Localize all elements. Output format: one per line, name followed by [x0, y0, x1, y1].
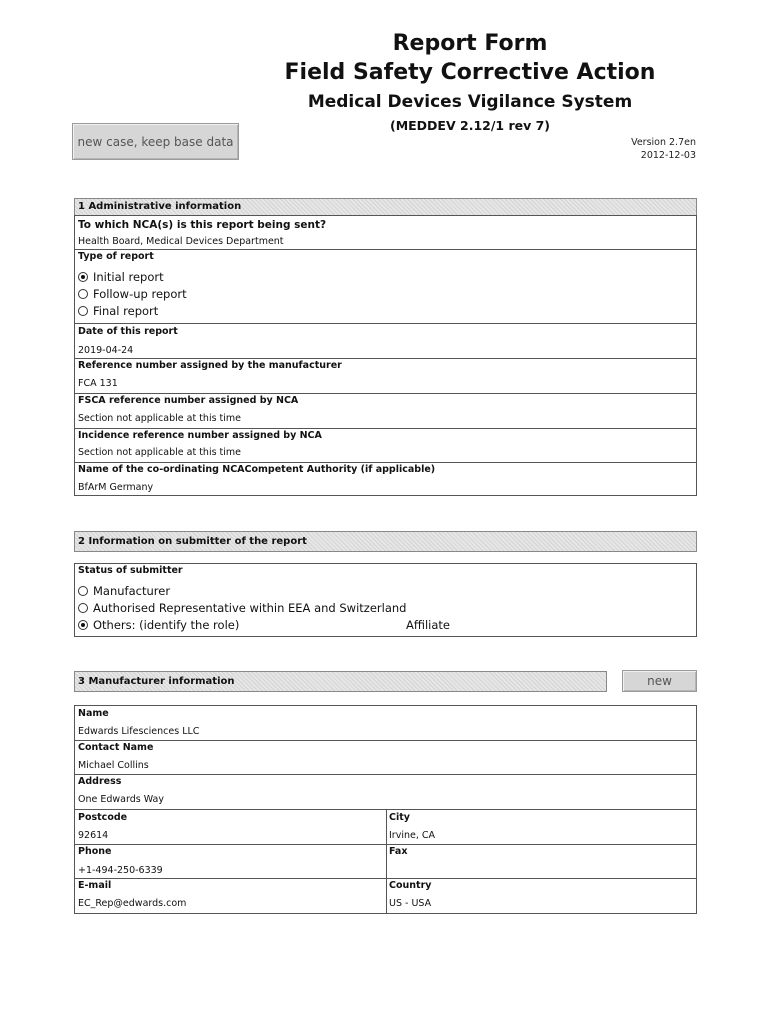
- address-label: Address: [78, 776, 122, 787]
- section-2-box: [74, 563, 697, 637]
- radio-authorised-rep[interactable]: [78, 601, 406, 615]
- city-value[interactable]: Irvine, CA: [389, 830, 436, 841]
- radio-others[interactable]: [78, 618, 239, 632]
- phone-fax-row: [75, 845, 696, 879]
- column-divider: [386, 810, 387, 844]
- contact-row: [75, 741, 696, 775]
- ref-row: [75, 359, 696, 394]
- radio-label: Initial report: [93, 270, 164, 284]
- radio-manufacturer[interactable]: [78, 584, 170, 598]
- date-row: [75, 324, 696, 359]
- address-value[interactable]: One Edwards Way: [78, 794, 164, 805]
- email-value[interactable]: EC_Rep@edwards.com: [78, 898, 187, 909]
- phone-label: Phone: [78, 846, 112, 857]
- column-divider: [386, 879, 387, 913]
- version-label: Version 2.7en: [631, 137, 696, 148]
- address-row: [75, 775, 696, 810]
- fsca-value[interactable]: Section not applicable at this time: [78, 413, 242, 424]
- radio-label: Final report: [93, 304, 159, 318]
- radio-unchecked-icon: [78, 603, 88, 613]
- email-label: E-mail: [78, 880, 112, 891]
- city-label: City: [389, 812, 410, 823]
- ref-value[interactable]: FCA 131: [78, 378, 118, 389]
- section-1-box: [74, 215, 697, 496]
- nca-value[interactable]: Health Board, Medical Devices Department: [78, 236, 284, 247]
- postcode-label: Postcode: [78, 812, 128, 823]
- new-case-button[interactable]: new case, keep base data: [72, 123, 239, 160]
- contact-value[interactable]: Michael Collins: [78, 760, 149, 771]
- radio-label: Manufacturer: [93, 584, 171, 598]
- radio-label: Follow-up report: [93, 287, 187, 301]
- status-label: Status of submitter: [78, 565, 183, 576]
- postcode-value[interactable]: 92614: [78, 830, 109, 841]
- date-label: Date of this report: [78, 326, 178, 337]
- form-title-block: [230, 30, 710, 136]
- radio-unchecked-icon: [78, 306, 88, 316]
- column-divider: [386, 845, 387, 878]
- fax-label: Fax: [389, 846, 408, 857]
- new-manufacturer-button[interactable]: new: [622, 670, 697, 692]
- radio-label: Others: (identify the role): [93, 618, 240, 632]
- meddev-ref: (MEDDEV 2.12/1 rev 7): [389, 118, 551, 133]
- country-label: Country: [389, 880, 432, 891]
- incidence-value[interactable]: Section not applicable at this time: [78, 447, 242, 458]
- name-label: Name: [78, 708, 109, 719]
- radio-checked-icon: [78, 620, 88, 630]
- fsca-row: [75, 394, 696, 429]
- incidence-row: [75, 429, 696, 463]
- email-country-row: [75, 879, 696, 913]
- coord-row: [75, 463, 696, 495]
- incidence-label: Incidence reference number assigned by NCA: [78, 430, 322, 441]
- ref-label: Reference number assigned by the manufacturer: [78, 360, 342, 371]
- name-value[interactable]: Edwards Lifesciences LLC: [78, 726, 200, 737]
- version-date: 2012-12-03: [640, 150, 696, 161]
- form-title: Report Form: [392, 31, 548, 56]
- nca-row: [75, 216, 696, 250]
- other-role-value[interactable]: Affiliate: [406, 618, 451, 632]
- coord-label: Name of the co-ordinating NCACompetent Authority (if applicable): [78, 464, 436, 475]
- type-row: [75, 250, 696, 324]
- radio-unchecked-icon: [78, 289, 88, 299]
- form-subtitle: Field Safety Corrective Action: [284, 60, 656, 85]
- contact-label: Contact Name: [78, 742, 154, 753]
- postcode-city-row: [75, 810, 696, 845]
- radio-initial-report[interactable]: [78, 270, 164, 284]
- version-info: [631, 136, 696, 162]
- date-value[interactable]: 2019-04-24: [78, 345, 134, 356]
- section-2-header: 2 Information on submitter of the report: [74, 531, 697, 552]
- radio-label: Authorised Representative within EEA and Switzerland: [93, 601, 407, 615]
- radio-checked-icon: [78, 272, 88, 282]
- radio-unchecked-icon: [78, 586, 88, 596]
- phone-value[interactable]: +1-494-250-6339: [78, 865, 163, 876]
- section-3-header: 3 Manufacturer information: [74, 671, 607, 692]
- section-1-header: 1 Administrative information: [74, 198, 697, 216]
- fsca-label: FSCA reference number assigned by NCA: [78, 395, 299, 406]
- radio-final-report[interactable]: [78, 304, 158, 318]
- name-row: [75, 706, 696, 741]
- system-title: Medical Devices Vigilance System: [307, 92, 633, 112]
- radio-follow-up-report[interactable]: [78, 287, 187, 301]
- type-label: Type of report: [78, 251, 154, 262]
- section-3-box: [74, 705, 697, 914]
- coord-value[interactable]: BfArM Germany: [78, 482, 154, 493]
- nca-label: To which NCA(s) is this report being sent?: [78, 219, 327, 231]
- country-value[interactable]: US - USA: [389, 898, 432, 909]
